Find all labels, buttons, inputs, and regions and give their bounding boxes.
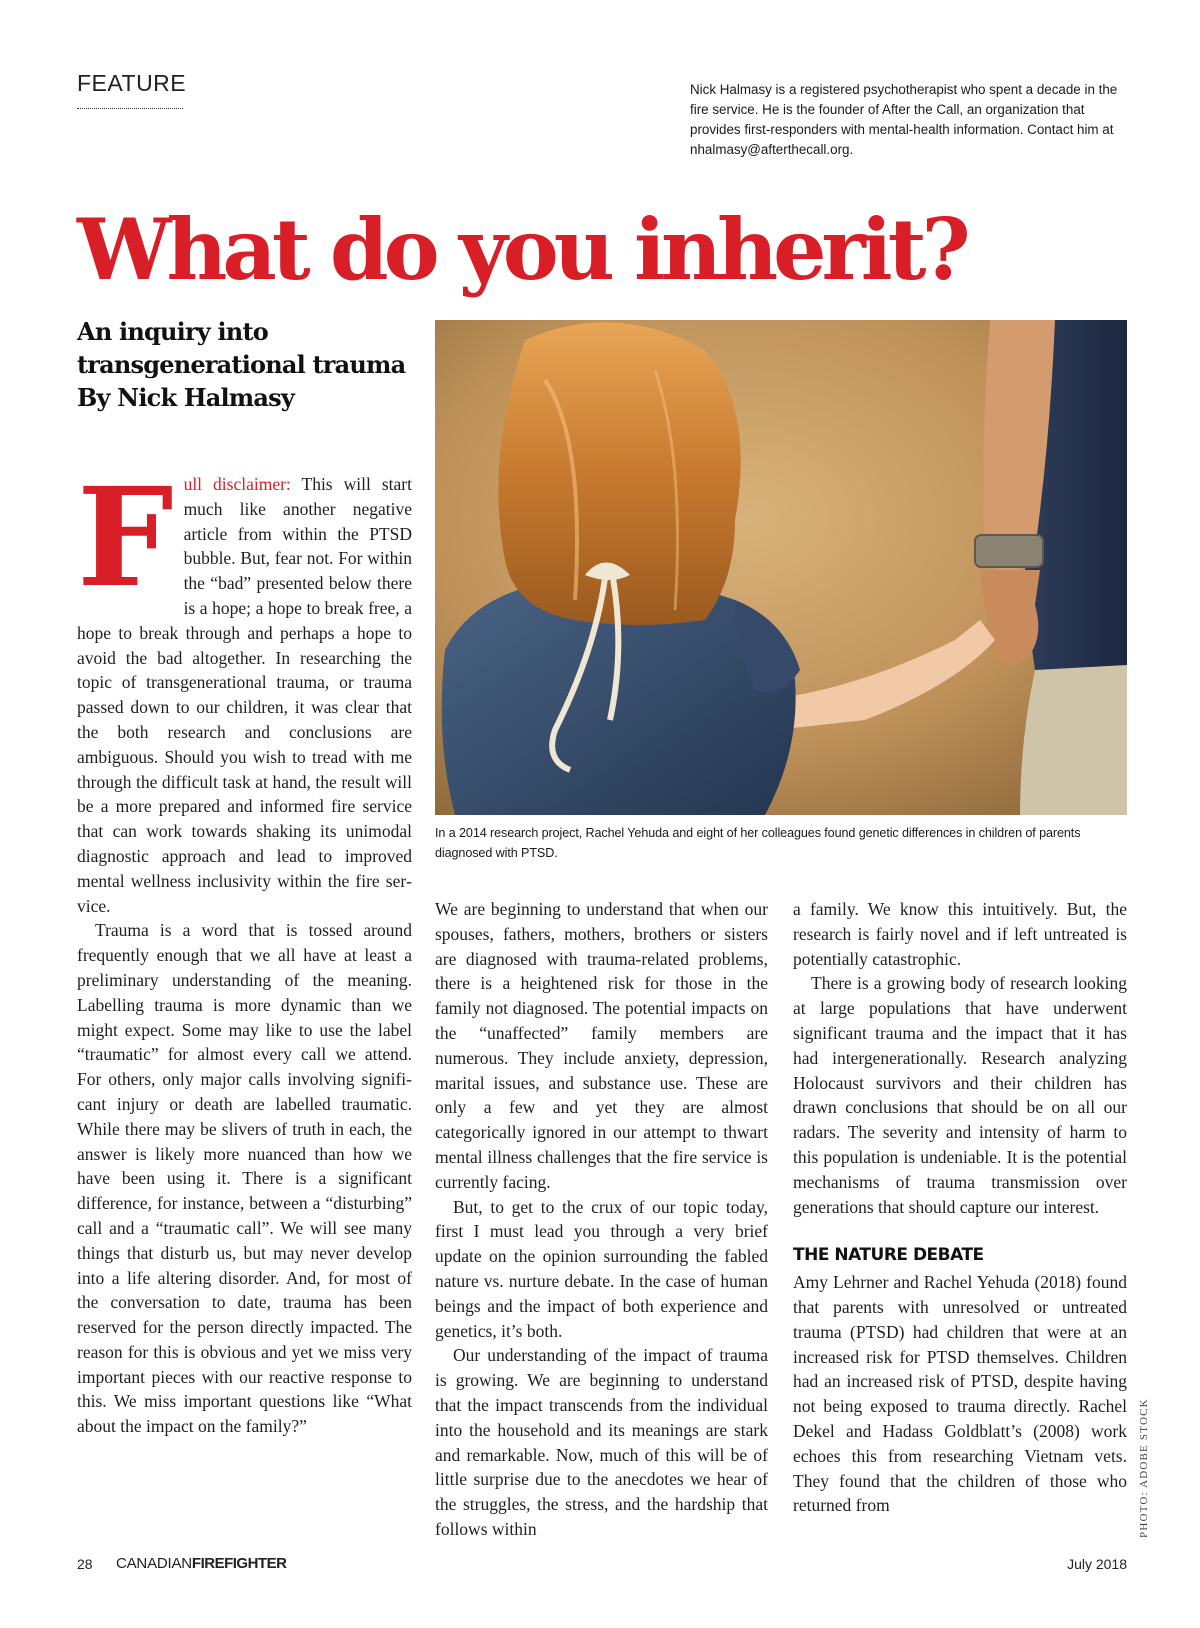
body-paragraph: Our understanding of the impact of trauma is growing. We are beginning to understand that the impact transcends from the individual into the household and its meanings are stark and remarkable. Now, much of this will be of little surprise due to the anecdotes we hear of the struggles, the stress, and the hardship that follows within bbox=[435, 1345, 768, 1539]
section-label: FEATURE bbox=[77, 70, 187, 96]
photo-credit: PHOTO: ADOBE STOCK bbox=[1138, 1398, 1150, 1538]
body-paragraph: Trauma is a word that is tossed around frequently enough that we all have at least a preliminary understanding of the meaning. Labelling trauma is more dynamic than we might expect. Some may like to use the label “traumatic” for almost every call we attend. For others, only major calls involving significant injury or death are labelled traumatic. While there may be slivers of truth in each, the answer is likely more nuanced than how we have been using it. There is a significant difference, for instance, between a “disturbing” call and a “traumatic call”. We will see many things that disturb us, but may never develop into a life altering disorder. And, for most of the conversation to date, trauma has been reserved for the person directly impacted. The reason for this is obvious and yet we miss very important pieces with our reactive response to this. We miss important questions like “What about the impact on the family?” bbox=[77, 920, 412, 1437]
article-column-3 bbox=[793, 897, 1127, 1518]
feature-photo bbox=[435, 320, 1127, 815]
magazine-name-light: CANADIAN bbox=[116, 1555, 192, 1572]
magazine-name-bold: FIREFIGHTER bbox=[191, 1555, 287, 1572]
body-paragraph: We are beginning to understand that when our spouses, fathers, mothers, brothers or sisters are diagnosed with trauma-related problems, there is a heightened risk for those in the family not diagnosed. The potential impacts on the “unaffected” family members are numerous. They include anxiety, depression, marital issues, and substance use. These are only a few and yet they are almost categorically ignored in our attempt to thwart mental illness challenges that the fire service is currently facing. bbox=[435, 899, 768, 1192]
article-column-1 bbox=[77, 458, 412, 1439]
body-paragraph: But, to get to the crux of our topic today, first I must lead you through a very brief update on the opinion surrounding the fabled nature vs. nurture debate. In the case of human beings and the impact of both experience and genetics, it’s both. bbox=[435, 1196, 768, 1341]
deck bbox=[77, 315, 417, 414]
drop-cap: F bbox=[77, 458, 174, 618]
intro-paragraph bbox=[77, 458, 412, 918]
lead-in: ull disclaimer: bbox=[183, 474, 291, 494]
issue-date: July 2018 bbox=[1067, 1556, 1127, 1572]
page-number: 28 bbox=[77, 1556, 93, 1572]
body-paragraph: Amy Lehrner and Rachel Yehuda (2018) found that parents with unresolved or untreated trauma (PTSD) had children that were at an increased risk for PTSD themselves. Children had an increased risk of PTSD, despite having not being exposed to trauma directly. Rachel Dekel and Hadass Goldblatt’s (2008) work echoes this from researching Vietnam vets. They found that the children of those who returned from bbox=[793, 1272, 1127, 1516]
deck-text: An inquiry into transgenerational trauma bbox=[77, 317, 406, 379]
body-paragraph: There is a growing body of research looking at large populations that have underwent significant trauma and the impact that it has had intergenerationally. Research analyzing Holocaust survivors and their children has drawn conclusions that should be on all our radars. The severity and intensity of harm to this population is undeniable. It is the potential mechanisms of trauma transmission over generations that should capture our interest. bbox=[793, 973, 1127, 1217]
author-bio: Nick Halmasy is a registered psychotherapist who spent a decade in the fire service. He is the founder of After the Call, an organization that provides first-responders with mental-health information. Contact him at nhalmasy@afterthecall.org. bbox=[690, 82, 1118, 157]
byline: By Nick Halmasy bbox=[77, 383, 294, 412]
magazine-name bbox=[116, 1555, 286, 1572]
article-column-2 bbox=[435, 897, 768, 1542]
section-divider bbox=[77, 108, 183, 109]
photo-caption: In a 2014 research project, Rachel Yehuda and eight of her colleagues found genetic differences in children of parents diagnosed with PTSD. bbox=[435, 826, 1081, 860]
headline: What do you inherit? bbox=[77, 200, 966, 299]
section-subhead: THE NATURE DEBATE bbox=[793, 1245, 984, 1266]
paragraph-text: This will start much like another negative article from within the PTSD bubble. But, fear not. For within the “bad” presented below there is a hope; a hope to break free, a hope to break through and perhaps a hope to avoid the bad altogether. In researching the topic of transgenerational trauma, or trauma passed down to our children, it was clear that the both research and conclusions are ambiguous. Should you wish to tread with me through the difficult task at hand, the result will be a more prepared and informed fire service that can work towards shaking its unimodal diagnostic approach and lead to improved mental wellness inclusivity within the fire service. bbox=[77, 474, 412, 916]
body-paragraph: a family. We know this intuitively. But, the research is fairly novel and if left untreated is potentially catastrophic. bbox=[793, 899, 1127, 969]
